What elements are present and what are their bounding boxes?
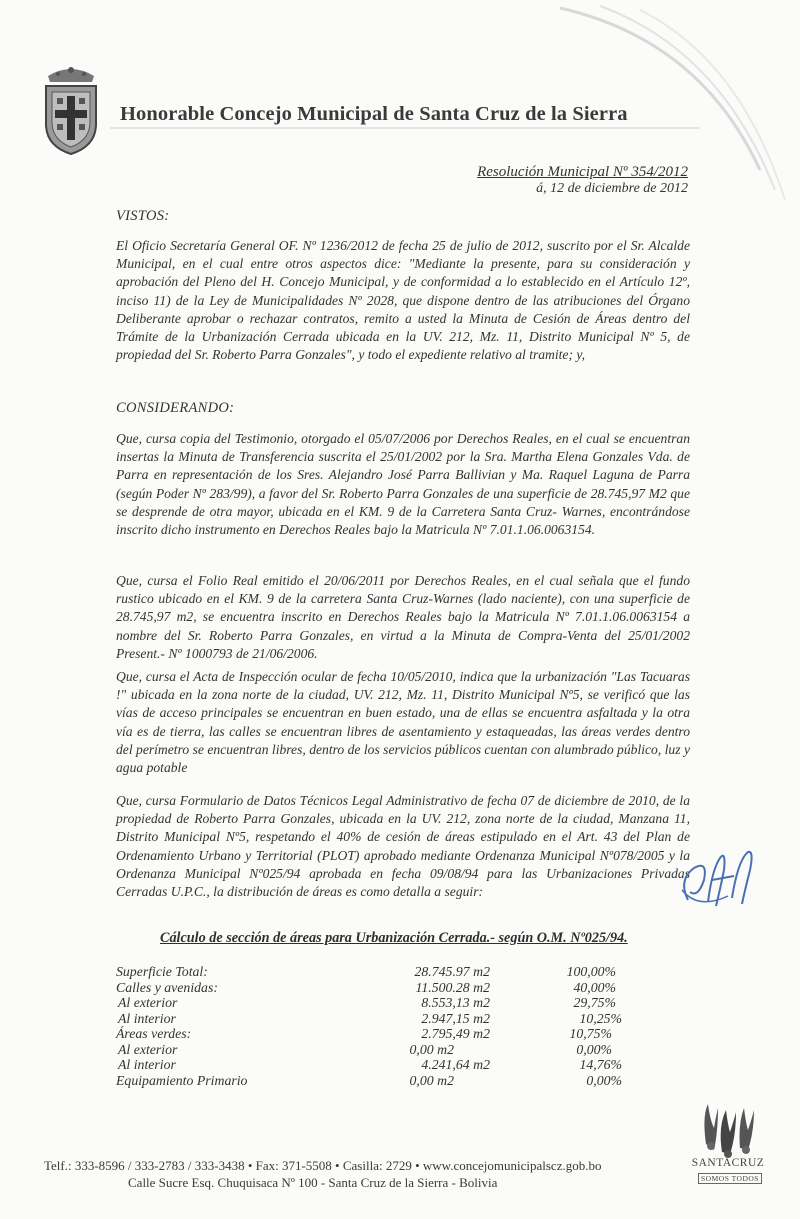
row-label: Áreas verdes: xyxy=(116,1026,192,1041)
considerando-paragraph-3: Que, cursa el Acta de Inspección ocular de fecha 10/05/2010, indica que la urbanización "Las Tacuaras !" ubicada en la zona norte de la ciudad, UV. 212, Mz. 11, Distrito Municipal Nº5, se verificó que las vías de acceso principales se encuentran en buen estado, una de ellas se encuentra asfaltada y la otra vía es de tierra, las calles se encuentran libres de asentamiento y estaqueadas, las áreas verdes dentro del perímetro se encuentran libres, dentro de los servicios públicos cuentan con alumbrado público, luz y agua potable xyxy=(116,669,690,776)
row-percentage: 0,00% xyxy=(586,1072,622,1088)
table-row xyxy=(116,980,636,996)
row-label: Calles y avenidas: xyxy=(116,979,218,995)
vistos-paragraph: El Oficio Secretaría General OF. Nº 1236/2012 de fecha 25 de julio de 2012, suscrito por el Sr. Alcalde Municipal, en el cual entre otros aspectos dice: "Mediante la presente, para su consideración y aprobación del Pleno del H. Concejo Municipal, y de conformidad a lo establecido en el Artículo 12º, inciso 11) de la Ley de Municipalidades Nº 2028, que dispone dentro de las atribuciones del Órgano Deliberante aprobar o rechazar contratos, remito a usted la Minuta de Cesión de Áreas dentro del Trámite de la Urbanización Cerrada ubicada en la UV. 212, Mz. 11, Distrito Municipal Nº 5, de propiedad del Sr. Roberto Parra Gonzales", y todo el expediente relativo al tramite; y, xyxy=(116,238,690,363)
row-percentage: 10,25% xyxy=(579,1010,622,1026)
row-area: 2.947,15 m2 xyxy=(421,1010,490,1026)
considerando-heading: CONSIDERANDO: xyxy=(116,400,235,416)
row-label: Al exterior xyxy=(118,995,178,1010)
row-label: Al interior xyxy=(118,1057,176,1072)
table-row xyxy=(116,1073,636,1087)
resolution-number: Resolución Municipal Nº 354/2012 xyxy=(477,164,688,180)
considerando-paragraph-4: Que, cursa Formulario de Datos Técnicos Legal Administrativo de fecha 07 de diciembre de 2010, de la propiedad de Roberto Parra Gonzales, ubicada en la UV. 212, zona norte de la ciudad, Manzana 11, Distrito Municipal Nº5, respetando el 40% de cesión de áreas estipulado en el Art. 43 del Plan de Ordenamiento Urbano y Territorial (PLOT) aprobado mediante Ordenanza Municipal Nº078/2005 y la Ordenanza Municipal Nº025/94 aprobada en fecha 09/08/94 para las Urbanizaciones Privadas Cerradas U.P.C., la distribución de áreas es como detalla a seguir: xyxy=(116,793,690,900)
considerando-paragraph-1: Que, cursa copia del Testimonio, otorgado el 05/07/2006 por Derechos Reales, en el cual se encuentran insertas la Minuta de Transferencia suscrita el 25/01/2002 por la Sra. Martha Elena Gonzales Vda. de Parra en representación de los Sres. Alejandro José Parra Ballivian y Ma. Raquel Laguna de Parra (según Poder Nº 283/99), a favor del Sr. Roberto Parra Gonzales de una superficie de 28.745,97 M2 que se desprende de otra mayor, ubicada en el KM. 9 de la Carretera Santa Cruz- Warnes, encontrándose inscrito dicho instrumento en Derechos Reales bajo la Matricula Nº 7.01.1.06.0063154. xyxy=(116,431,690,538)
santacruz-logo-tagline: SOMOS TODOS xyxy=(698,1173,762,1184)
area-calculation-table xyxy=(116,964,636,1087)
row-area: 8.553,13 m2 xyxy=(421,995,490,1010)
table-row xyxy=(116,1057,636,1073)
row-label: Al exterior xyxy=(118,1041,178,1057)
table-row xyxy=(116,1042,636,1058)
row-label: Equipamiento Primario xyxy=(116,1072,248,1088)
table-row xyxy=(116,995,636,1011)
row-percentage: 14,76% xyxy=(579,1057,622,1072)
calculation-title: Cálculo de sección de áreas para Urbanización Cerrada.- según O.M. Nº025/94. xyxy=(160,930,628,946)
santacruz-logo-name: SANTACRUZ xyxy=(691,1157,765,1169)
row-percentage: 100,00% xyxy=(566,964,616,979)
row-percentage: 40,00% xyxy=(573,979,616,995)
footer-contact: Telf.: 333-8596 / 333-2783 / 333-3438 • Fax: 371-5508 • Casilla: 2729 • www.concejomunicipalscz.gob.bo xyxy=(44,1158,602,1173)
row-percentage: 10,75% xyxy=(569,1026,612,1041)
resolution-date: á, 12 de diciembre de 2012 xyxy=(536,181,688,196)
table-row xyxy=(116,1011,636,1027)
row-area: 0,00 m2 xyxy=(409,1072,454,1088)
row-area: 0,00 m2 xyxy=(409,1041,454,1057)
row-label: Al interior xyxy=(118,1010,176,1026)
coat-of-arms-icon xyxy=(38,58,104,158)
considerando-paragraph-2: Que, cursa el Folio Real emitido el 20/06/2011 por Derechos Reales, en el cual señala que el fundo rustico ubicado en el KM. 9 de la carretera Santa Cruz-Warnes (lado naciente), con una superficie de 28.745,97 m2, se encuentra inscrito en Derechos Reales bajo la Matricula Nº 7.01.1.06.0063154 a nombre del Sr. Roberto Parra Gonzales, en virtud a la Minuta de Compra-Venta del 25/01/2002 Present.- Nº 1000793 de 21/06/2006. xyxy=(116,573,690,661)
row-percentage: 29,75% xyxy=(573,995,616,1010)
row-label: Superficie Total: xyxy=(116,964,208,979)
row-area: 4.241,64 m2 xyxy=(421,1057,490,1072)
row-percentage: 0,00% xyxy=(576,1041,612,1057)
row-area: 2.795,49 m2 xyxy=(421,1026,490,1041)
organization-name: Honorable Concejo Municipal de Santa Cruz de la Sierra xyxy=(120,103,628,125)
footer-address: Calle Sucre Esq. Chuquisaca Nº 100 - Santa Cruz de la Sierra - Bolivia xyxy=(128,1175,498,1190)
row-area: 11.500.28 m2 xyxy=(415,979,490,995)
vistos-heading: VISTOS: xyxy=(116,208,170,224)
row-area: 28.745.97 m2 xyxy=(414,964,490,979)
table-row xyxy=(116,964,636,980)
table-row xyxy=(116,1026,636,1042)
handwritten-signature xyxy=(668,840,768,920)
